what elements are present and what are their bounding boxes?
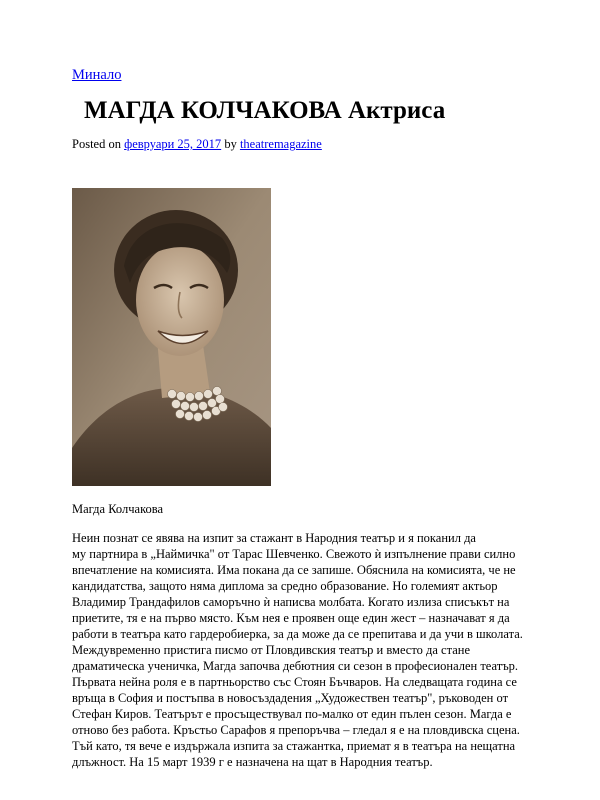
body-line: Неин познат се явява на изпит за стажант в Народния театър и я поканил да [72,531,476,545]
body-line: работи в театъра като гардеробиерка, за да може да се препитава и да учи в школата. [72,627,523,641]
portrait-photo-icon [72,188,271,486]
body-line: му партнира в „Наймичка" от Тарас Шевченко. Свежото ѝ изпълнение прави силно [72,547,516,561]
post-date-link[interactable]: февруари 25, 2017 [124,137,222,151]
posted-on-label: Posted on [72,137,121,151]
body-line: приетите, тя е на първо място. Към нея е проявен още един жест – назначават я да [72,611,510,625]
post-meta [72,136,322,152]
body-line: Тъй като, тя вече е издържала изпита за стажантка, приемат я в театъра на нещатна [72,739,516,753]
body-line: длъжност. На 15 март 1939 г е назначена на щат в Народния театър. [72,755,433,769]
body-line: Владимир Трандафилов саморъчно ѝ написва молбата. Когато излиза списъкът на [72,595,510,609]
body-line: отново без работа. Кръстьо Сарафов я препоръчва – гледал я е на пловдивска сцена. [72,723,520,737]
by-label: by [224,137,237,151]
page-title: МАГДА КОЛЧАКОВА Актриса [84,97,446,124]
body-line: Междувременно пристига писмо от Пловдивския театър и вместо да стане [72,643,471,657]
body-line: впечатление на комисията. Има покана да се запише. Обяснила на комисията, че не [72,563,516,577]
body-line: връща в София и постъпва в новосъздадения „Художествен театър", ръководен от [72,691,509,705]
author-link[interactable]: theatremagazine [239,137,322,151]
photo-caption: Магда Колчакова [72,502,164,516]
article-body [72,530,532,770]
body-line: Първата нейна роля е в партньорство със Стоян Бъчваров. На следващата година се [72,675,517,689]
portrait-photo [72,188,271,486]
body-line: Стефан Киров. Театърът е просъществувал по-малко от един пълен сезон. Магда е [72,707,512,721]
body-line: кандидатства, защото няма диплома за средно образование. Но големият актьор [72,579,498,593]
body-line: драматическа ученичка, Магда започва дебютния си сезон в професионален театър. [72,659,519,673]
category-link[interactable]: Минало [72,67,122,83]
